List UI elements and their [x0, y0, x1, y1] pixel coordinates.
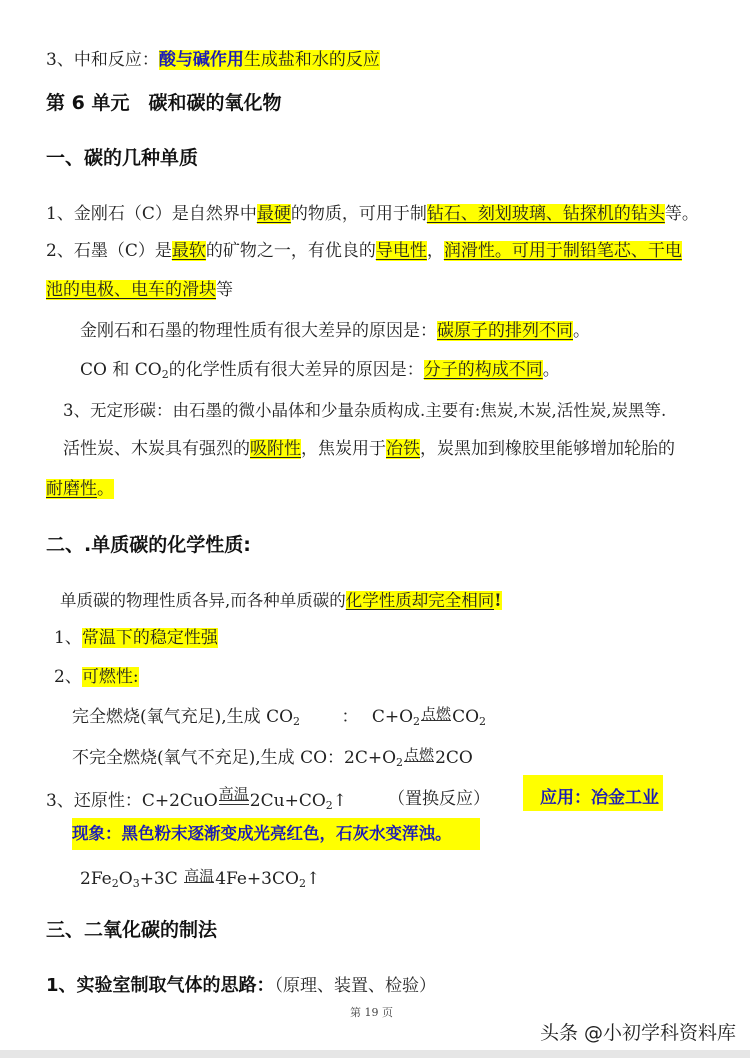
page-number: 第 19 页: [350, 1006, 393, 1019]
activated-carbon-line: [63, 436, 675, 462]
text: 的矿物之一，有优良的: [205, 241, 376, 261]
text: 1、: [54, 628, 82, 648]
stability-item: [54, 625, 218, 651]
application-text: 应用：冶金工业: [540, 788, 659, 808]
text: O: [118, 869, 133, 889]
subscript: 2: [298, 877, 306, 890]
text: ，焦炭用于: [301, 439, 386, 459]
text: 2、: [54, 667, 82, 687]
highlight-lubricity: 润滑性。可用于制铅笔芯、干电: [443, 241, 682, 261]
reaction-condition: [184, 868, 214, 892]
condition-label: 高温: [184, 867, 215, 885]
text: 等。: [664, 204, 699, 224]
text: 完全燃烧(氧气充足),生成 CO: [72, 707, 294, 727]
subscript: 2: [111, 877, 119, 890]
section3-title: 三、二氧化碳的制法: [46, 919, 218, 941]
text: 活性炭、木炭具有强烈的: [63, 439, 250, 459]
subscript: 2: [161, 368, 169, 381]
gas-arrow-icon: ↑: [332, 791, 348, 811]
highlight-stability: 常温下的稳定性强: [81, 628, 218, 648]
subscript: 2: [325, 799, 333, 812]
highlight-adsorption: 吸附性: [250, 439, 301, 459]
section2-title: 二、.单质碳的化学性质:: [46, 534, 251, 556]
text: 2、石墨（C）是: [46, 241, 172, 261]
highlight-graphite-uses: 池的电极、电车的滑块: [46, 280, 216, 300]
chemical-property-intro: [60, 588, 502, 614]
neutralization-line: [46, 47, 380, 73]
amorphous-carbon-line: 3、无定形碳：由石墨的微小晶体和少量杂质构成.主要有:焦炭,木炭,活性炭,炭黑等.: [63, 401, 667, 420]
application-box: [523, 775, 663, 811]
section1-title: 一、碳的几种单质: [46, 147, 199, 169]
lab-preparation-line: [46, 973, 436, 999]
reason-physical: [80, 318, 590, 344]
reaction-condition: [219, 786, 249, 814]
text: 2Fe: [80, 869, 112, 889]
combustibility-item: [54, 664, 139, 690]
text: +3C: [139, 869, 178, 889]
reason-chemical: [80, 357, 560, 383]
graphite-line-1: [46, 238, 682, 264]
replacement-reaction-label: （置换反应）: [388, 789, 490, 809]
text: 等: [216, 280, 233, 300]
subscript: 3: [132, 877, 140, 890]
watermark: 头条 @小初学科资料库: [539, 1022, 736, 1044]
text: 的物质，可用于制: [290, 204, 427, 224]
highlight-hardest: 最硬: [256, 204, 291, 224]
text: 。: [542, 360, 560, 380]
unit-title: 第 6 单元 碳和碳的氧化物: [46, 92, 282, 114]
diamond-line: [46, 201, 699, 227]
phenomenon-text: 现象：黑色粉末逐渐变成光亮红色，石灰水变浑浊。: [72, 824, 452, 843]
phenomenon-box: [72, 818, 480, 850]
text: 不完全燃烧(氧气不充足),生成 CO：: [72, 748, 345, 768]
reducibility-line: [46, 786, 347, 814]
subscript: 2: [396, 756, 404, 769]
subscript: 2: [293, 715, 301, 728]
text: 3、还原性：C+2CuO: [46, 791, 218, 811]
text: 4Fe+3CO: [215, 869, 299, 889]
reaction-condition: [404, 747, 434, 771]
neutralization-prefix: 3、中和反应：: [46, 50, 159, 70]
text: 2Cu+CO: [249, 791, 326, 811]
highlight-atom-arrangement: 碳原子的排列不同: [437, 321, 573, 341]
neutralization-rest: 生成盐和水的反应: [243, 50, 380, 70]
text: C+O: [371, 707, 414, 727]
reaction-condition: [421, 706, 451, 730]
complete-combustion: [72, 704, 486, 730]
gas-arrow-icon: ↑: [305, 869, 321, 889]
graphite-line-2: [46, 277, 233, 303]
neutralization-highlight: 酸与碱作用: [158, 50, 244, 70]
condition-label: 高温: [218, 785, 249, 803]
condition-label: 点燃: [421, 705, 452, 723]
text: CO 和 CO: [80, 360, 162, 380]
page-bottom-edge: [0, 1050, 750, 1058]
text: 2C+O: [344, 748, 397, 768]
highlight-wear-resistance: 耐磨性: [46, 479, 97, 499]
condition-label: 点燃: [404, 746, 435, 764]
text: 。: [573, 321, 590, 341]
text: ：: [341, 707, 359, 727]
text: （原理、装置、检验）: [274, 976, 437, 996]
highlight-conductivity: 导电性: [375, 241, 427, 261]
text: ，: [426, 241, 444, 261]
wear-resistance-line: [46, 476, 114, 502]
iron-equation: [80, 866, 320, 892]
text: !: [494, 591, 502, 610]
highlight-molecule-structure: 分子的构成不同: [423, 360, 543, 380]
text: 1、金刚石（C）是自然界中: [46, 204, 257, 224]
text: 金刚石和石墨的物理性质有很大差异的原因是：: [80, 321, 437, 341]
highlight-combustibility: 可燃性:: [81, 667, 139, 687]
highlight-iron-smelting: 冶铁: [386, 439, 420, 459]
text: 的化学性质有很大差异的原因是：: [168, 360, 424, 380]
highlight-same-chemical: 化学性质却完全相同: [345, 591, 495, 610]
text: 1、实验室制取气体的思路：: [46, 975, 275, 996]
text: 单质碳的物理性质各异,而各种单质碳的: [60, 591, 346, 610]
subscript: 2: [413, 715, 421, 728]
incomplete-combustion: [72, 745, 473, 771]
highlight-diamond-uses: 钻石、刻划玻璃、钻探机的钻头: [426, 204, 665, 224]
highlight-softest: 最软: [171, 241, 206, 261]
text: 2CO: [435, 748, 473, 768]
text: ，炭黑加到橡胶里能够增加轮胎的: [420, 439, 675, 459]
text: CO: [452, 707, 480, 727]
subscript: 2: [479, 715, 487, 728]
text: 。: [97, 479, 114, 499]
